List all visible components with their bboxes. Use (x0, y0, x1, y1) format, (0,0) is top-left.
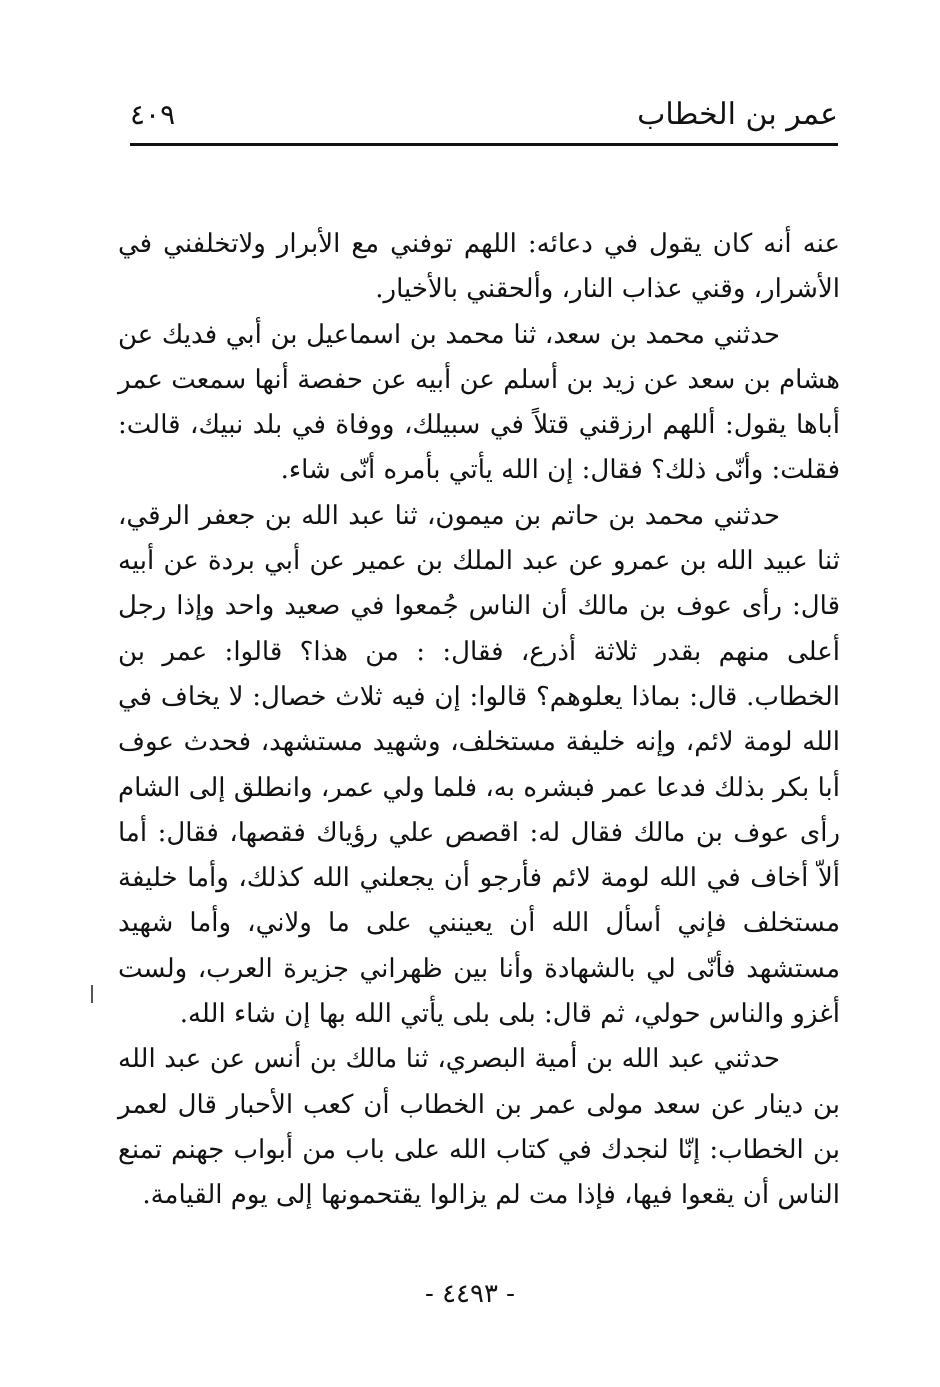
running-header (130, 92, 838, 142)
paragraph: حدثني عبد الله بن أمية البصري، ثنا مالك بن أنس عن عبد الله بن دينار عن سعد مولى عمر بن الخطاب أن كعب الأحبار قال لعمر بن الخطاب: إنّا لنجدك في كتاب الله على باب من أبواب جهنم تمنع الناس أن يقعوا فيها، فإذا مت لم يزالوا يقتحمونها إلى يوم القيامة. (118, 1044, 840, 1211)
main-text (118, 222, 840, 1219)
footer-folio: - ٤٤٩٣ - (425, 1279, 515, 1309)
running-title: عمر بن الخطاب (637, 97, 838, 132)
margin-mark (91, 985, 93, 1003)
page-number: ٤٠٩ (130, 98, 176, 131)
header-rule (130, 143, 838, 146)
paragraph: حدثني محمد بن سعد، ثنا محمد بن اسماعيل بن أبي فديك عن هشام بن سعد عن زيد بن أسلم عن أبيه عن حفصة أنها سمعت عمر أباها يقول: أللهم ارزقني قتلاً في سبيلك، ووفاة في بلد نبيك، قالت: فقلت: وأنّى ذلك؟ فقال: إن الله يأتي بأمره أنّى شاء. (118, 319, 840, 486)
paragraph: عنه أنه كان يقول في دعائه: اللهم توفني مع الأبرار ولاتخلفني في الأشرار، وقني عذاب النار، وألحقني بالأخيار. (118, 229, 840, 305)
paragraph: حدثني محمد بن حاتم بن ميمون، ثنا عبد الله بن جعفر الرقي، ثنا عبيد الله بن عمرو عن عبد الملك بن عمير عن أبي بردة عن أبيه قال: رأى عوف بن مالك أن الناس جُمعوا في صعيد واحد وإذا رجل أعلى منهم بقدر ثلاثة أذرع، فقال: : من هذا؟ قالوا: عمر بن الخطاب. قال: بماذا يعلوهم؟ قالوا: إن فيه ثلاث خصال: لا يخاف في الله لومة لائم، وإنه خليفة مستخلف، وشهيد مستشهد، فحدث عوف أبا بكر بذلك فدعا عمر فبشره به، فلما ولي عمر، وانطلق إلى الشام رأى عوف بن مالك فقال له: اقصص علي رؤياك فقصها، فقال: أما ألاّ أخاف في الله لومة لائم فأرجو أن يجعلني الله كذلك، وأما خليفة مستخلف فإني أسأل الله أن يعينني على ما ولاني، وأما شهيد مستشهد فأنّى لي بالشهادة وأنا بين ظهراني جزيرة العرب، ولست أغزو والناس حولي، ثم قال: بلى بلى يأتي الله بها إن شاء الله. (118, 500, 840, 1030)
